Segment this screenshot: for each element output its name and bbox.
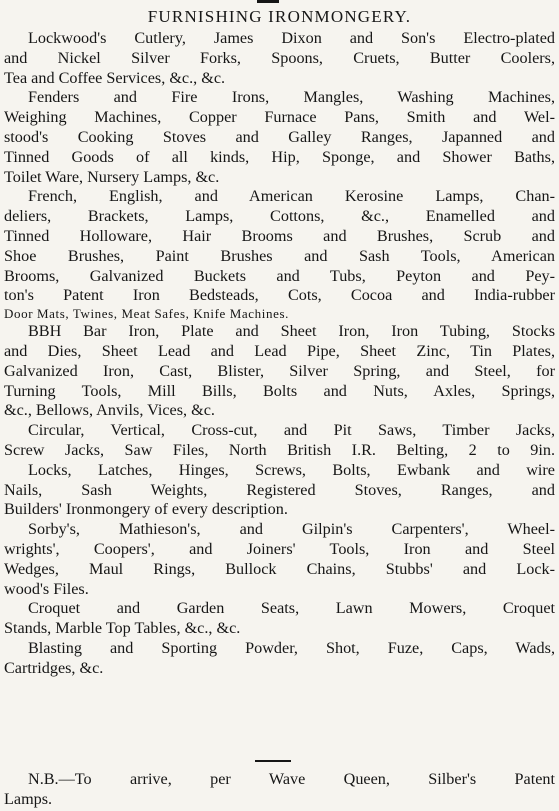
text-line: ton's Patent Iron Bedsteads, Cots, Cocoa and India-rubber	[4, 286, 555, 305]
text-line: Shoe Brushes, Paint Brushes and Sash Tools, American	[4, 246, 555, 265]
text-line: Door Mats, Twines, Meat Safes, Knife Machines.	[4, 306, 289, 322]
top-rule	[257, 0, 279, 3]
note-block	[4, 770, 555, 810]
paragraph-croquet	[4, 599, 555, 639]
section-heading: FURNISHING IRONMONGERY.	[147, 7, 412, 26]
text-line: Sorby's, Mathieson's, and Gilpin's Carpenters', Wheel-	[28, 520, 555, 539]
text-line: Blasting and Sporting Powder, Shot, Fuze, Caps, Wads,	[28, 638, 555, 657]
text-line: wood's Files.	[4, 579, 89, 598]
note-line: Lamps.	[4, 789, 53, 808]
text-line: and Nickel Silver Forks, Spoons, Cruets, Butter Coolers,	[4, 48, 555, 67]
paragraph-saws	[4, 421, 555, 461]
text-line: Weighing Machines, Copper Furnace Pans, Smith and Wel-	[4, 108, 555, 127]
text-line: Builders' Ironmongery of every description.	[4, 500, 288, 519]
text-line: &c., Bellows, Anvils, Vices, &c.	[4, 401, 215, 420]
paragraph-locks	[4, 461, 555, 520]
text-line: Nails, Sash Weights, Registered Stoves, Ranges, and	[4, 480, 555, 499]
text-line: Tinned Goods of all kinds, Hip, Sponge, and Shower Baths,	[4, 147, 555, 166]
text-line: Stands, Marble Top Tables, &c., &c.	[4, 619, 241, 638]
text-line: Turning Tools, Mill Bills, Bolts and Nuts, Axles, Springs,	[4, 381, 555, 400]
text-line: Screw Jacks, Saw Files, North British I.R. Belting, 2 to 9in.	[4, 440, 555, 459]
text-line: Galvanized Iron, Cast, Blister, Silver Spring, and Steel, for	[4, 361, 555, 380]
text-line: stood's Cooking Stoves and Galley Ranges, Japanned and	[4, 127, 555, 146]
text-line: and Dies, Sheet Lead and Lead Pipe, Sheet Zinc, Tin Plates,	[4, 341, 555, 360]
paragraph-fenders	[4, 88, 555, 187]
text-line: wrights', Coopers', and Joiners' Tools, Iron and Steel	[4, 539, 555, 558]
paragraph-powder	[4, 639, 555, 679]
text-column	[4, 29, 555, 679]
text-line: Fenders and Fire Irons, Mangles, Washing Machines,	[28, 88, 555, 107]
text-line: Lockwood's Cutlery, James Dixon and Son's Electro-plated	[28, 29, 555, 47]
paragraph-cutlery	[4, 29, 555, 88]
text-line: Wedges, Maul Rings, Bullock Chains, Stubbs' and Lock-	[4, 559, 555, 578]
text-line: Circular, Vertical, Cross-cut, and Pit Saws, Timber Jacks,	[28, 421, 555, 440]
paragraph-tools	[4, 520, 555, 599]
note-line: N.B.—To arrive, per Wave Queen, Silber's Patent	[28, 770, 555, 788]
text-line: Tea and Coffee Services, &c., &c.	[4, 68, 226, 87]
section-rule	[255, 760, 291, 762]
text-line: BBH Bar Iron, Plate and Sheet Iron, Iron Tubing, Stocks	[28, 322, 555, 341]
text-line: Tinned Holloware, Hair Brooms and Brushes, Scrub and	[4, 226, 555, 245]
text-line: French, English, and American Kerosine Lamps, Chan-	[28, 187, 555, 206]
text-line: Croquet and Garden Seats, Lawn Mowers, Croquet	[28, 599, 555, 618]
text-line: deliers, Brackets, Lamps, Cottons, &c., Enamelled and	[4, 207, 555, 226]
paragraph-lamps	[4, 187, 555, 322]
text-line: Brooms, Galvanized Buckets and Tubs, Peyton and Pey-	[4, 266, 555, 285]
text-line: Toilet Ware, Nursery Lamps, &c.	[4, 167, 220, 186]
paragraph-bar-iron	[4, 322, 555, 421]
text-line: Cartridges, &c.	[4, 658, 104, 677]
text-line: Locks, Latches, Hinges, Screws, Bolts, Ewbank and wire	[28, 460, 555, 479]
